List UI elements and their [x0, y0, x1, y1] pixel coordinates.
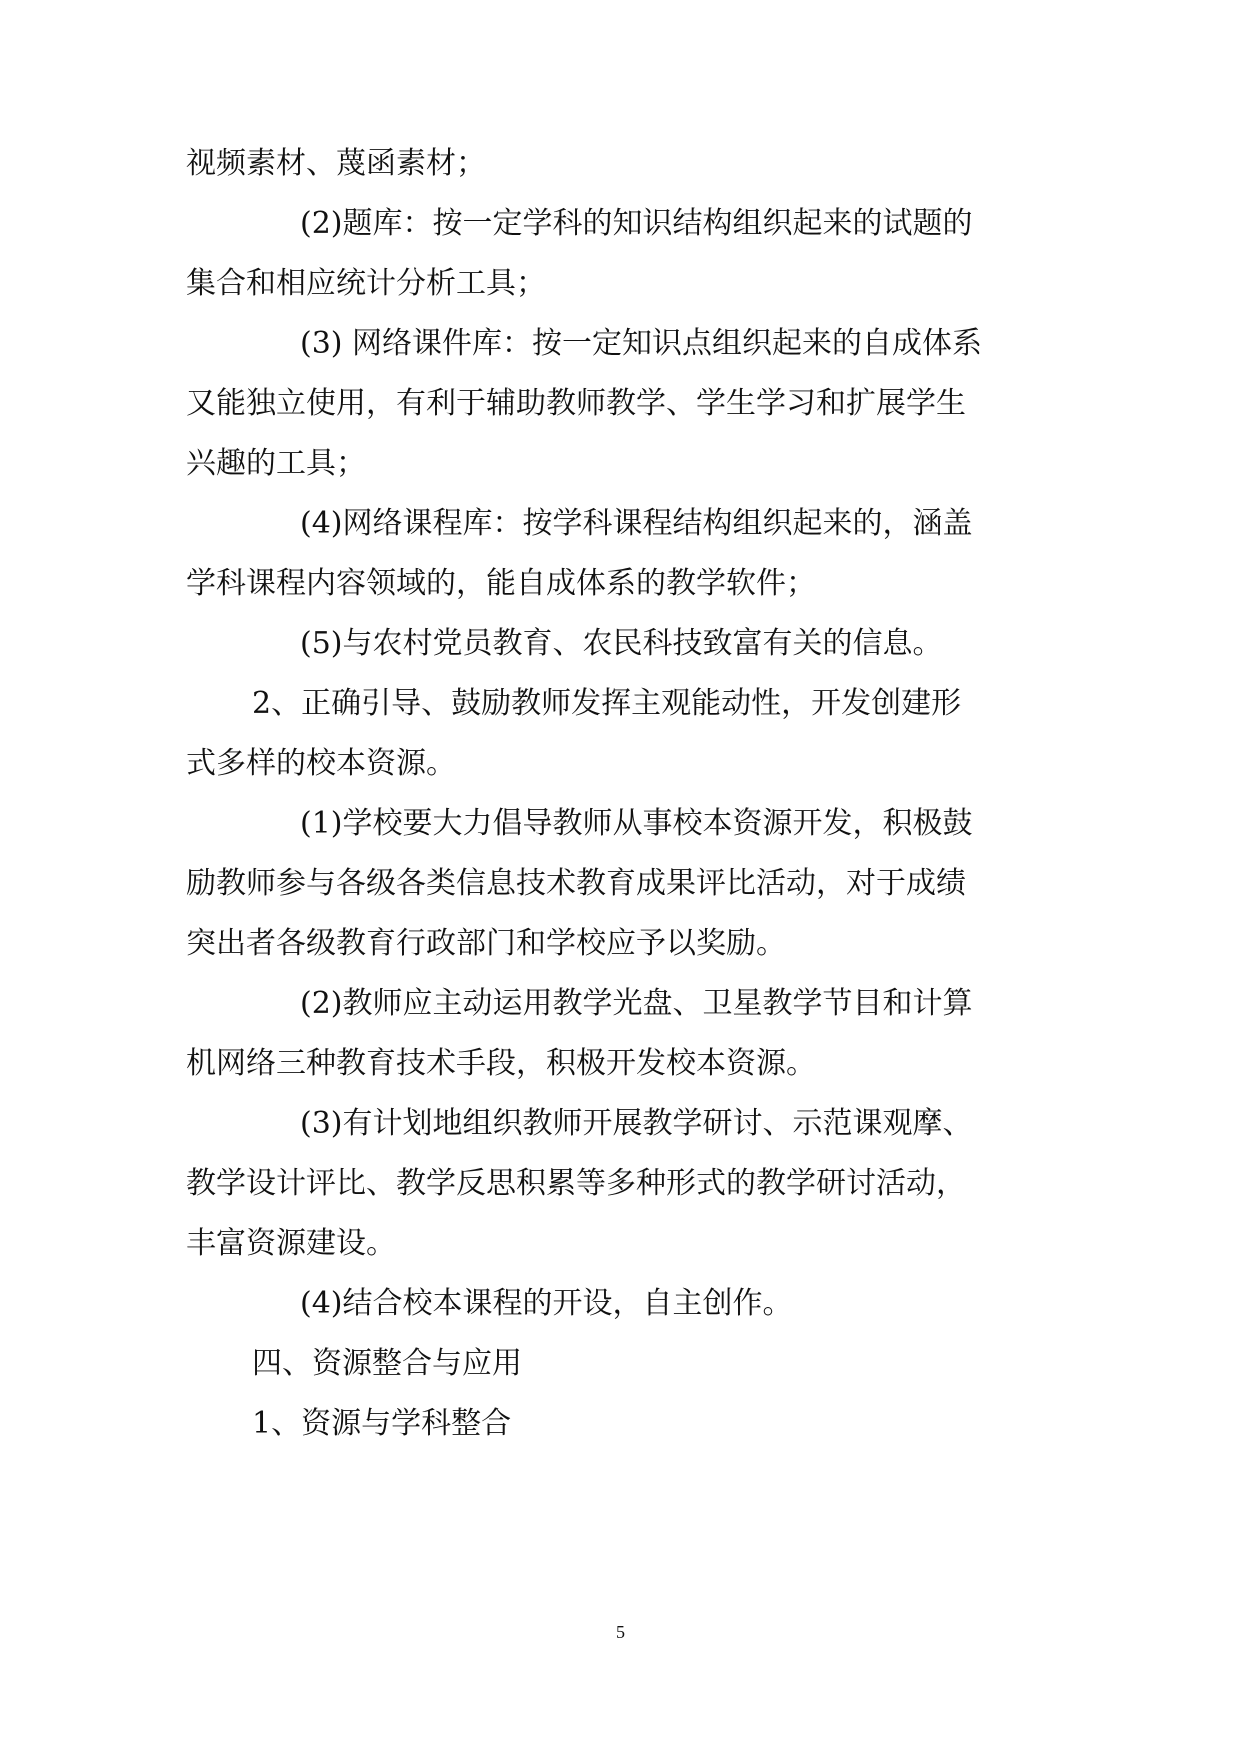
list-item-2-title: (2)题库：按一定学科的知识结构组织起来的试题的	[300, 206, 973, 241]
list-item-4: (4)结合校本课程的开设，自主创作。	[300, 1286, 793, 1321]
body-text-line: 学科课程内容领域的，能自成体系的教学软件；	[186, 566, 816, 601]
body-text-line: 又能独立使用，有利于辅助教师教学、学生学习和扩展学生	[186, 386, 966, 421]
body-text-line: 集合和相应统计分析工具；	[186, 266, 546, 301]
page-number: 5	[616, 1622, 625, 1642]
body-text-line: 视频素材、蔑函素材；	[186, 146, 486, 181]
list-item-1: (1)学校要大力倡导教师从事校本资源开发，积极鼓	[300, 806, 973, 841]
subsection-heading: 1、资源与学科整合	[252, 1406, 512, 1441]
body-text-line: 式多样的校本资源。	[186, 746, 456, 781]
section-heading: 四、资源整合与应用	[252, 1346, 522, 1381]
list-item-3: (3)有计划地组织教师开展教学研讨、示范课观摩、	[300, 1106, 973, 1141]
body-text-line: 教学设计评比、教学反思积累等多种形式的教学研讨活动，	[186, 1166, 966, 1201]
body-text-line: 励教师参与各级各类信息技术教育成果评比活动，对于成绩	[186, 866, 966, 901]
list-item-5: (5)与农村党员教育、农民科技致富有关的信息。	[300, 626, 943, 661]
list-item-4-title: (4)网络课程库：按学科课程结构组织起来的，涵盖	[300, 506, 973, 541]
body-text-line: 突出者各级教育行政部门和学校应予以奖励。	[186, 926, 786, 961]
body-text-line: 丰富资源建设。	[186, 1226, 396, 1261]
section-item-2: 2、正确引导、鼓励教师发挥主观能动性，开发创建形	[252, 686, 962, 721]
body-text-line: 兴趣的工具；	[186, 446, 366, 481]
list-item-2: (2)教师应主动运用教学光盘、卫星教学节目和计算	[300, 986, 973, 1021]
body-text-line: 机网络三种教育技术手段，积极开发校本资源。	[186, 1046, 816, 1081]
list-item-3-title: (3) 网络课件库：按一定知识点组织起来的自成体系	[300, 326, 983, 361]
